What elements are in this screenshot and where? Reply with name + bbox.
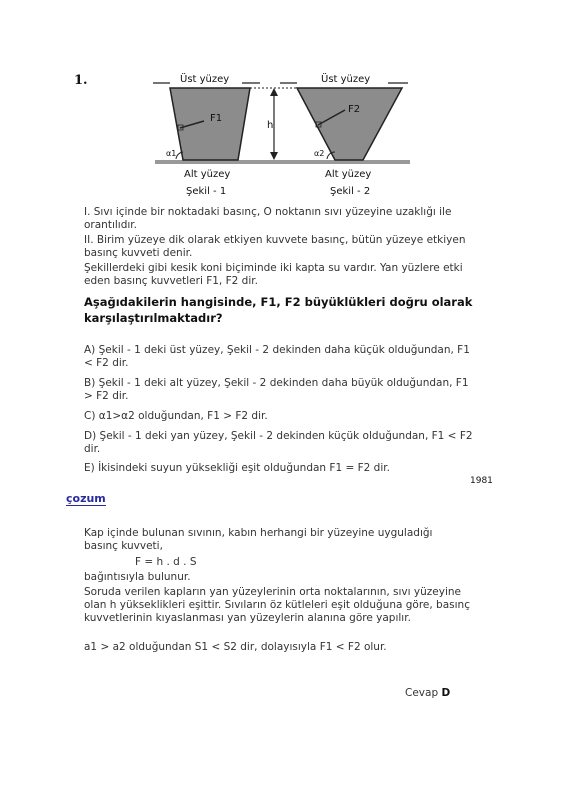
question-year: 1981 xyxy=(470,476,493,486)
container-1 xyxy=(170,88,250,160)
answer-prefix: Cevap xyxy=(405,687,439,699)
question-number: 1. xyxy=(74,73,88,88)
height-label: h xyxy=(267,120,274,131)
bottom-surface-label-2: Alt yüzey xyxy=(325,169,372,180)
option-label: E) xyxy=(84,462,95,474)
option-text: İkisindeki suyun yüksekliği eşit olduğundan F1 = F2 dir. xyxy=(98,462,390,474)
force-label-2: F2 xyxy=(348,104,361,115)
top-surface-label-1: Üst yüzey xyxy=(180,74,230,85)
option-text: Şekil - 1 deki üst yüzey, Şekil - 2 dekinden daha küçük olduğundan, F1 < F2 dir. xyxy=(84,344,470,369)
solution-paragraph-3: Soruda verilen kapların yan yüzeylerinin orta noktalarının, sıvı yüzeyine olan h yükseklikleri eşittir. Sıvıların öz kütleleri eşit olduğuna göre, basınç kuvvetlerinin kıyaslanması yan yüzeylerin alanına göre yapılır. xyxy=(84,586,470,624)
statement-1: I. Sıvı içinde bir noktadaki basınç, O noktanın sıvı yüzeyine uzaklığı ile orantılıdır. xyxy=(84,206,452,231)
answer xyxy=(405,687,450,700)
solution-paragraph-4: a1 > a2 olduğundan S1 < S2 dir, dolayısıyla F1 < F2 olur. xyxy=(84,641,387,653)
option-c[interactable] xyxy=(84,410,474,423)
top-surface-label-2: Üst yüzey xyxy=(321,74,371,85)
force-label-1: F1 xyxy=(210,113,223,124)
angle-label-1: α1 xyxy=(166,149,177,158)
context-text: Şekillerdeki gibi kesik koni biçiminde iki kapta su vardır. Yan yüzlere etki eden basınç kuvvetleri F1, F2 dir. xyxy=(84,262,463,287)
option-e[interactable] xyxy=(84,462,474,475)
option-a[interactable] xyxy=(84,344,474,370)
angle-label-2: α2 xyxy=(314,149,325,158)
option-b[interactable] xyxy=(84,377,474,403)
solution-heading-underline xyxy=(66,505,106,506)
solution-heading[interactable]: çozum xyxy=(66,492,106,505)
container-2 xyxy=(297,88,402,160)
option-label: C) xyxy=(84,410,96,422)
figure-caption-1: Şekil - 1 xyxy=(186,186,227,197)
figure-caption-2: Şekil - 2 xyxy=(330,186,371,197)
solution-paragraph-1: Kap içinde bulunan sıvının, kabın herhangi bir yüzeyine uyguladığı basınç kuvveti, xyxy=(84,527,433,552)
bottom-surface-label-1: Alt yüzey xyxy=(184,169,231,180)
option-label: B) xyxy=(84,377,96,389)
option-text: Şekil - 1 deki yan yüzey, Şekil - 2 dekinden küçük olduğundan, F1 < F2 dir. xyxy=(84,430,473,455)
figure-containers xyxy=(150,70,420,200)
option-text: Şekil - 1 deki alt yüzey, Şekil - 2 dekinden daha büyük olduğundan, F1 > F2 dir. xyxy=(84,377,469,402)
statement-2: II. Birim yüzeye dik olarak etkiyen kuvvete basınç, bütün yüzeye etkiyen basınç kuvveti denir. xyxy=(84,234,466,259)
solution-formula: F = h . d . S xyxy=(135,556,197,568)
question-prompt: Aşağıdakilerin hangisinde, F1, F2 büyüklükleri doğru olarak karşılaştırılmaktadır? xyxy=(84,295,473,325)
answer-letter: D xyxy=(441,687,451,699)
option-text: α1>α2 olduğundan, F1 > F2 dir. xyxy=(98,410,268,422)
option-label: A) xyxy=(84,344,96,356)
solution-paragraph-2: bağıntısıyla bulunur. xyxy=(84,571,191,583)
option-d[interactable] xyxy=(84,430,474,456)
option-label: D) xyxy=(84,430,97,442)
